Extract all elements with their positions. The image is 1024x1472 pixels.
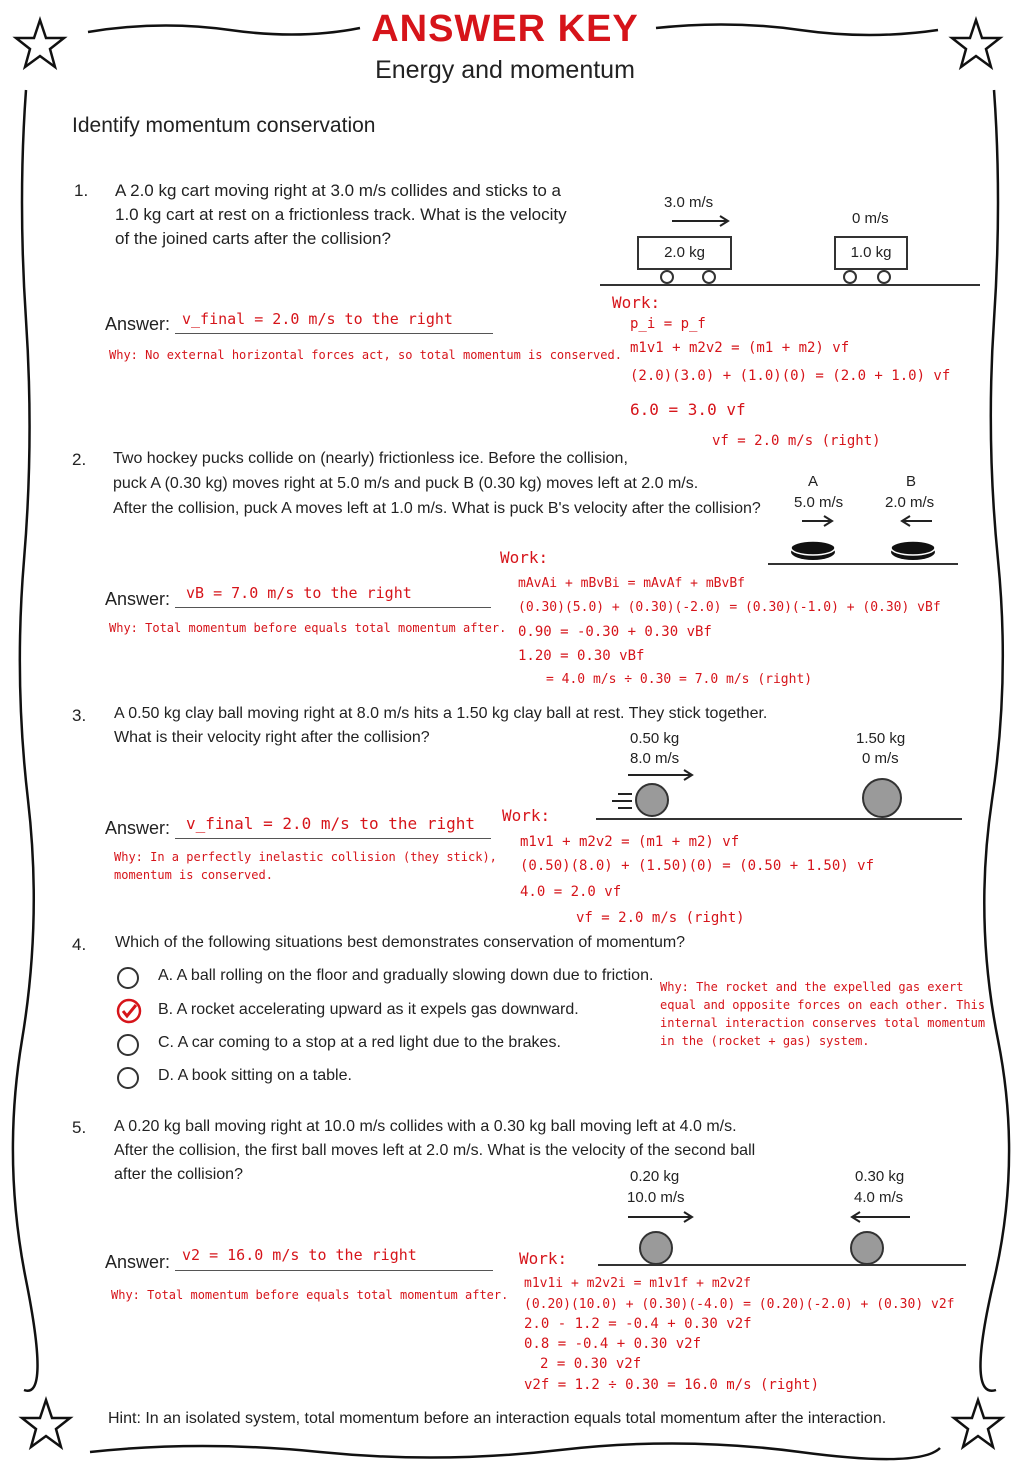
work-line: p_i = p_f [630, 316, 706, 332]
question-number: 2. [72, 450, 87, 469]
page-subtitle: Energy and momentum [375, 56, 635, 84]
star-icon [22, 1400, 70, 1447]
work-line: v2f = 1.2 ÷ 0.30 = 16.0 m/s (right) [524, 1377, 820, 1393]
question-5-text: A 0.20 kg ball moving right at 10.0 m/s collides with a 0.30 kg ball moving left at 4.0 m/s. After the collision, the first ball moves left at 2.0 m/s. What is the velocity of the second ball after the collision? [114, 1118, 756, 1183]
question-number: 3. [72, 706, 87, 725]
work-title: Work: [612, 293, 661, 312]
question-3-text: A 0.50 kg clay ball moving right at 8.0 m/s hits a 1.50 kg clay ball at rest. They stick together. What is their velocity right after the collision? [114, 705, 768, 746]
velocity-label: 4.0 m/s [854, 1189, 904, 1206]
arrow-right-icon [670, 214, 734, 228]
hint-text: Hint: In an isolated system, total momentum before an interaction equals total momentum after the interaction. [108, 1410, 887, 1427]
why-text: Why: In a perfectly inelastic collision (they stick), momentum is conserved. [114, 850, 497, 882]
work-line: m1v1 + m2v2 = (m1 + m2) vf [520, 834, 740, 850]
work-line: (2.0)(3.0) + (1.0)(0) = (2.0 + 1.0) vf [630, 368, 951, 384]
mass-label: 0.50 kg [630, 730, 680, 747]
mass-label: 1.50 kg [856, 730, 906, 747]
cart: 1.0 kg [834, 236, 908, 270]
arrow-right-icon [626, 1210, 696, 1224]
clay-ball [862, 778, 902, 818]
why-text: Why: Total momentum before equals total momentum after. [111, 1288, 509, 1302]
work-line: m1v1 + m2v2 = (m1 + m2) vf [630, 340, 850, 356]
answer-line [175, 838, 491, 839]
page-title: ANSWER KEY [371, 8, 639, 50]
puck-label: B [906, 473, 917, 490]
velocity-label: 0 m/s [852, 210, 889, 227]
work-line: 1.20 = 0.30 vBf [518, 648, 645, 664]
work-line: m1v1i + m2v2i = m1v1f + m2v2f [524, 1276, 751, 1291]
option-c-radio[interactable] [117, 1034, 139, 1056]
velocity-label: 5.0 m/s [794, 494, 844, 511]
velocity-label: 2.0 m/s [885, 494, 935, 511]
question-1-text: A 2.0 kg cart moving right at 3.0 m/s collides and sticks to a 1.0 kg cart at rest on a frictionless track. What is the velocity of the joined carts after the collision? [115, 181, 567, 248]
work-line: 6.0 = 3.0 vf [630, 400, 746, 419]
question-number: 5. [72, 1118, 87, 1137]
work-line: vf = 2.0 m/s (right) [576, 910, 745, 926]
option-b-radio[interactable] [115, 997, 143, 1025]
arrow-left-icon [848, 1210, 912, 1224]
ball [639, 1231, 673, 1265]
work-line: mAvAi + mBvBi = mAvAf + mBvBf [518, 576, 745, 591]
arrow-left-icon [898, 514, 934, 528]
option-a-radio[interactable] [117, 967, 139, 989]
work-line: 0.90 = -0.30 + 0.30 vBf [518, 624, 712, 640]
hockey-pucks [786, 536, 936, 566]
arrow-right-icon [800, 514, 836, 528]
mass-label: 0.30 kg [855, 1168, 905, 1185]
answer-line [175, 333, 493, 334]
work-line: (0.20)(10.0) + (0.30)(-4.0) = (0.20)(-2.0) + (0.30) v2f [524, 1297, 955, 1312]
work-line: vf = 2.0 m/s (right) [712, 433, 881, 449]
work-line: = 4.0 m/s ÷ 0.30 = 7.0 m/s (right) [546, 672, 813, 687]
velocity-label: 3.0 m/s [664, 194, 714, 211]
answer-line [175, 1270, 493, 1271]
work-line: 2 = 0.30 v2f [540, 1356, 642, 1372]
work-line: 0.8 = -0.4 + 0.30 v2f [524, 1336, 702, 1352]
work-line: (0.30)(5.0) + (0.30)(-2.0) = (0.30)(-1.0) + (0.30) vBf [518, 600, 941, 615]
answer-value: v_final = 2.0 m/s to the right [182, 310, 453, 328]
work-line: 4.0 = 2.0 vf [520, 884, 622, 900]
question-4-text: Which of the following situations best demonstrates conservation of momentum? [115, 934, 686, 951]
why-text: Why: Total momentum before equals total momentum after. [109, 621, 507, 635]
option-d-label[interactable]: D. A book sitting on a table. [158, 1067, 352, 1084]
answer-label: Answer: [105, 1252, 171, 1272]
question-number: 4. [72, 935, 87, 954]
puck-label: A [808, 473, 819, 490]
option-a-label[interactable]: A. A ball rolling on the floor and gradually slowing down due to friction. [158, 967, 654, 984]
ball [850, 1231, 884, 1265]
why-text: Why: No external horizontal forces act, so total momentum is conserved. [109, 348, 622, 362]
section-title: Identify momentum conservation [72, 114, 376, 137]
velocity-label: 8.0 m/s [630, 750, 680, 767]
answer-line [175, 607, 491, 608]
work-title: Work: [500, 548, 549, 567]
work-line: (0.50)(8.0) + (1.50)(0) = (0.50 + 1.50) vf [520, 858, 875, 874]
work-title: Work: [502, 806, 551, 825]
velocity-label: 10.0 m/s [627, 1189, 685, 1206]
clay-ball [635, 783, 669, 817]
answer-label: Answer: [105, 589, 171, 609]
answer-label: Answer: [105, 818, 171, 838]
motion-lines-icon [610, 790, 634, 814]
answer-value: v_final = 2.0 m/s to the right [186, 814, 475, 833]
option-d-radio[interactable] [117, 1067, 139, 1089]
answer-value: vB = 7.0 m/s to the right [186, 584, 412, 602]
star-icon [954, 1400, 1002, 1447]
velocity-label: 0 m/s [862, 750, 899, 767]
ice-surface [768, 563, 958, 565]
cart: 2.0 kg [637, 236, 732, 270]
option-c-label[interactable]: C. A car coming to a stop at a red light due to the brakes. [158, 1034, 561, 1051]
mass-label: 0.20 kg [630, 1168, 680, 1185]
question-2-text: Two hockey pucks collide on (nearly) frictionless ice. Before the collision, puck A (0.30 kg) moves right at 5.0 m/s and puck B (0.30 kg) moves left at 2.0 m/s. After the collision, puck A moves left at 1.0 m/s. What is puck B's velocity after the collision? [113, 450, 761, 517]
why-text: Why: The rocket and the expelled gas exert equal and opposite forces on each other. This internal interaction conserves total momentum in the (rocket + gas) system. [660, 980, 986, 1048]
answer-value: v2 = 16.0 m/s to the right [182, 1246, 417, 1264]
track [600, 284, 980, 286]
floor-line [598, 1264, 966, 1266]
work-title: Work: [519, 1249, 568, 1268]
question-number: 1. [74, 181, 89, 200]
arrow-right-icon [626, 768, 696, 782]
floor-line [596, 818, 962, 820]
answer-label: Answer: [105, 314, 171, 334]
work-line: 2.0 - 1.2 = -0.4 + 0.30 v2f [524, 1316, 752, 1332]
option-b-label[interactable]: B. A rocket accelerating upward as it expels gas downward. [158, 1001, 579, 1018]
